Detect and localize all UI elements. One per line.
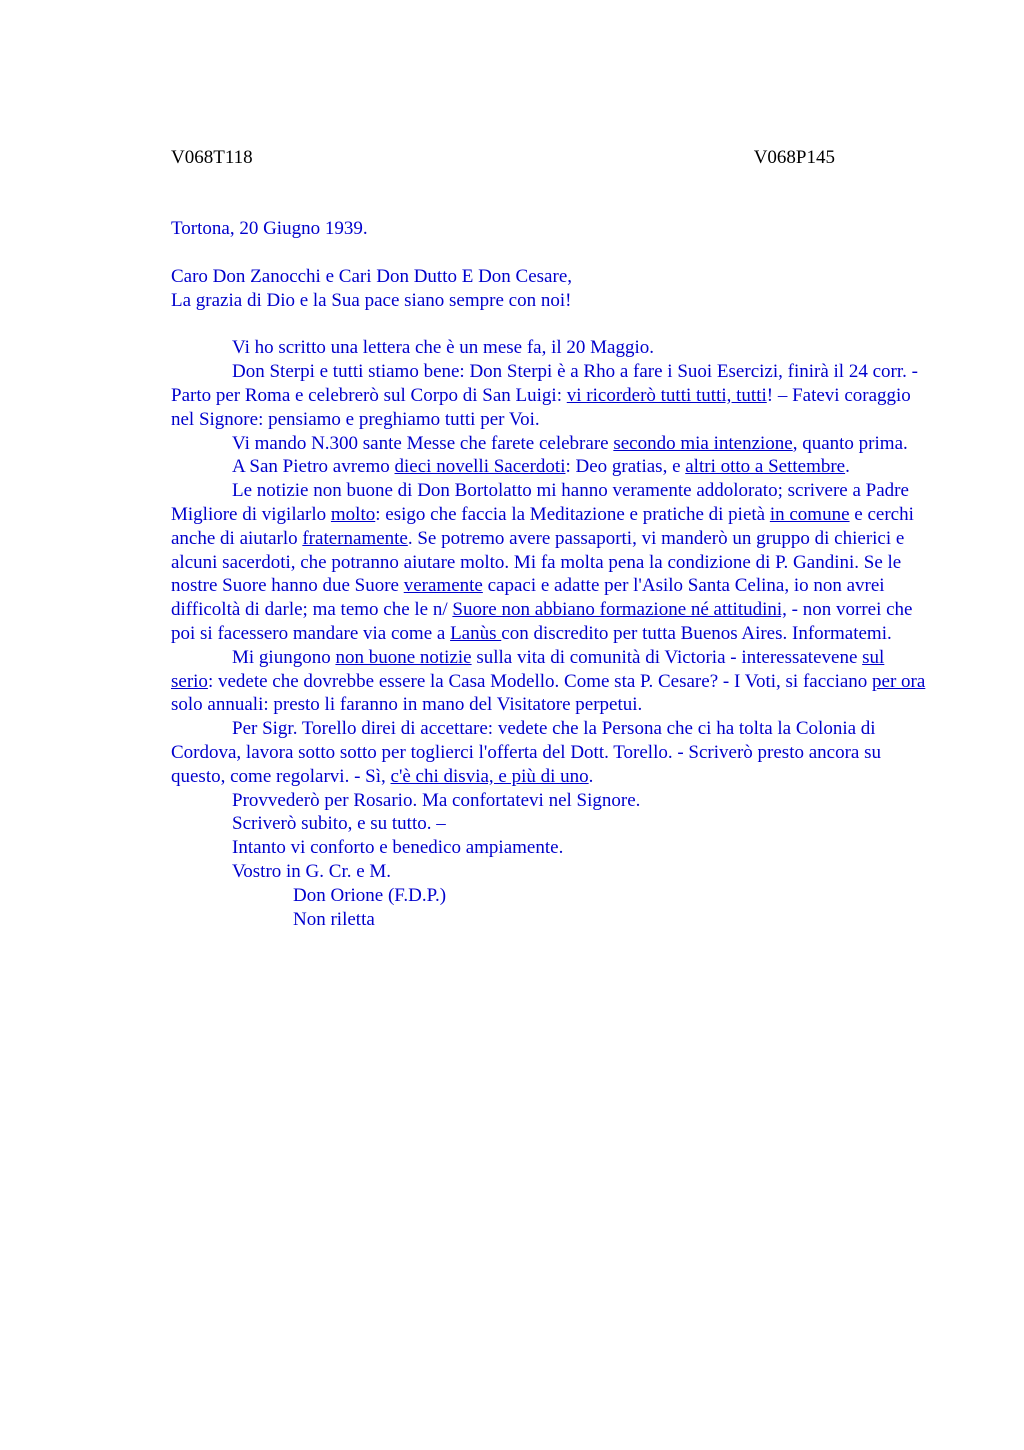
closing-line: Scriverò subito, e su tutto. – — [232, 813, 446, 835]
underlined-text: altri otto a Settembre — [685, 456, 846, 478]
text-run: : Deo gratias, e — [565, 456, 686, 478]
paragraph: Vi ho scritto una lettera che è un mese fa, il 20 Maggio. — [232, 337, 655, 359]
underlined-text: vi ricorderò tutti tutti, tutti — [566, 384, 767, 406]
letter-salutation — [171, 265, 931, 313]
document-code-left: V068T118 — [171, 147, 253, 168]
text-run: : esigo che faccia la Meditazione e pratiche di pietà — [375, 503, 770, 525]
review-note: Non riletta — [293, 908, 375, 930]
paragraph — [171, 455, 931, 479]
text-run: Per Sigr. Torello direi di accettare: vedete che la Persona che ci ha tolta la Colonia di Cordova, lavora sotto sotto per toglierci l'offerta del Dott. Torello. - Scriverò presto ancora su questo, come regolarvi. - Sì, — [171, 718, 882, 787]
document-code-right: V068P145 — [753, 147, 835, 168]
text-run: Mi giungono — [232, 646, 336, 668]
closing-line: Vostro in G. Cr. e M. — [232, 860, 392, 882]
paragraph — [171, 717, 931, 788]
text-run: solo annuali: presto li faranno in mano del Visitatore perpetui. — [171, 694, 643, 716]
underlined-text: in comune — [769, 503, 850, 525]
underlined-text: secondo mia intenzione — [613, 432, 793, 454]
letter-date: Tortona, 20 Giugno 1939. — [171, 218, 368, 239]
underlined-text: molto — [330, 503, 376, 525]
text-run: . — [588, 765, 594, 787]
paragraph — [171, 360, 931, 431]
underlined-text: Suore non abbiano formazione né attitudini, — [452, 599, 787, 621]
underlined-text: c'è chi disvia, e più di uno — [390, 765, 589, 787]
closing-line: Intanto vi conforto e benedico ampiamente. — [232, 837, 564, 859]
text-run: A San Pietro avremo — [232, 456, 395, 478]
paragraph — [171, 646, 931, 717]
text-run: : vedete che dovrebbe essere la Casa Modello. Come sta P. Cesare? - I Voti, si facciano — [207, 670, 873, 692]
text-run: con discredito per tutta Buenos Aires. Informatemi. — [501, 622, 892, 644]
signature: Don Orione (F.D.P.) — [293, 884, 447, 906]
underlined-text: veramente — [403, 575, 483, 597]
text-run: ! – Fatevi coraggio nel Signore: pensiamo e preghiamo tutti per Voi. — [171, 384, 911, 430]
underlined-text: fraternamente — [302, 527, 408, 549]
text-run: Don Sterpi e tutti stiamo bene: Don Sterpi è a Rho a fare i Suoi Esercizi, finirà il 24 corr. - Parto per Roma e celebrerò sul Corpo di San Luigi: — [171, 361, 918, 406]
paragraph — [171, 479, 931, 646]
underlined-text: per ora — [872, 670, 926, 692]
underlined-text: non buone notizie — [335, 646, 472, 668]
underlined-text: dieci novelli Sacerdoti — [394, 456, 566, 478]
salutation-line: Caro Don Zanocchi e Cari Don Dutto E Don Cesare, — [171, 265, 573, 287]
closing-line: Provvederò per Rosario. Ma confortatevi nel Signore. — [232, 789, 641, 811]
text-run: . Se potremo avere passaporti, vi manderò un gruppo di chierici e alcuni sacerdoti, che potranno aiutare molto. Mi fa molta pena la condizione di P. Gandini. Se le nostre Suore hanno due Suore — [171, 527, 905, 597]
paragraph — [171, 432, 931, 456]
text-run: sulla vita di comunità di Victoria - interessatevene — [471, 646, 863, 668]
text-run: capaci e adatte per l'Asilo Santa Celina, io non avrei difficoltà di darle; ma temo che le n/ — [171, 575, 885, 621]
underlined-text: Lanùs — [450, 622, 502, 644]
text-run: Vi mando N.300 sante Messe che farete celebrare — [232, 432, 614, 454]
salutation-line: La grazia di Dio e la Sua pace siano sempre con noi! — [171, 289, 572, 311]
text-run: e cerchi anche di aiutarlo — [171, 503, 914, 549]
text-run: . — [845, 456, 850, 478]
letter-body — [171, 217, 931, 931]
text-run: , quanto prima. — [792, 432, 908, 454]
text-run: Le notizie non buone di Don Bortolatto mi hanno veramente addolorato; scrivere a Padre Migliore di vigilarlo — [171, 480, 909, 525]
underlined-text: sul serio — [171, 646, 885, 692]
text-run: - non vorrei che poi si facessero mandare via come a — [171, 599, 913, 644]
